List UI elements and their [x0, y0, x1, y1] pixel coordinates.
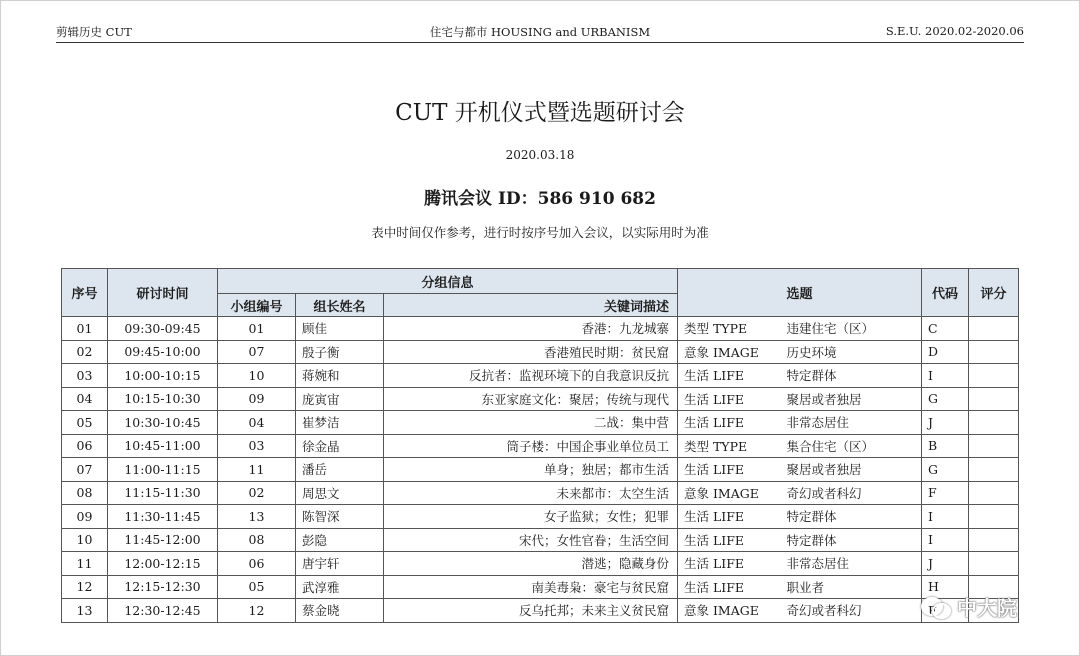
cell-topic-category: 意象 IMAGE	[678, 599, 777, 623]
cell-leader: 蔡金晓	[296, 599, 384, 623]
cell-seq: 12	[62, 575, 108, 599]
cell-seq: 04	[62, 387, 108, 411]
cell-group-no: 13	[218, 505, 296, 529]
table-row	[62, 411, 1019, 435]
cell-time: 10:45-11:00	[108, 434, 218, 458]
cell-time: 09:45-10:00	[108, 340, 218, 364]
cell-group-no: 02	[218, 481, 296, 505]
cell-code: F	[922, 481, 969, 505]
header-code: 代码	[922, 269, 969, 317]
cell-topic-category: 意象 IMAGE	[678, 481, 777, 505]
cell-topic-category: 生活 LIFE	[678, 387, 777, 411]
cell-group-no: 11	[218, 458, 296, 482]
cell-topic: 非常态居住	[777, 411, 922, 435]
table-row	[62, 505, 1019, 529]
cell-code: F	[922, 599, 969, 623]
cell-seq: 09	[62, 505, 108, 529]
cell-code: G	[922, 387, 969, 411]
cell-code: B	[922, 434, 969, 458]
cell-topic-category: 意象 IMAGE	[678, 340, 777, 364]
cell-score	[969, 340, 1019, 364]
cell-time: 11:15-11:30	[108, 481, 218, 505]
cell-group-no: 05	[218, 575, 296, 599]
cell-group-no: 08	[218, 528, 296, 552]
cell-keywords: 筒子楼：中国企事业单位员工	[384, 434, 678, 458]
cell-score	[969, 317, 1019, 341]
cell-code: H	[922, 575, 969, 599]
table-row	[62, 340, 1019, 364]
cell-topic: 非常态居住	[777, 552, 922, 576]
table-row	[62, 552, 1019, 576]
cell-seq: 11	[62, 552, 108, 576]
cell-group-no: 06	[218, 552, 296, 576]
header-left: 剪辑历史 CUT	[56, 25, 132, 39]
cell-seq: 05	[62, 411, 108, 435]
page-header	[56, 22, 1024, 43]
cell-time: 11:30-11:45	[108, 505, 218, 529]
cell-code: I	[922, 505, 969, 529]
cell-leader: 徐金晶	[296, 434, 384, 458]
cell-seq: 06	[62, 434, 108, 458]
cell-time: 10:30-10:45	[108, 411, 218, 435]
cell-topic-category: 生活 LIFE	[678, 528, 777, 552]
cell-time: 11:00-11:15	[108, 458, 218, 482]
cell-time: 12:00-12:15	[108, 552, 218, 576]
header-center: 住宅与都市 HOUSING and URBANISM	[429, 25, 651, 39]
cell-topic-category: 生活 LIFE	[678, 575, 777, 599]
cell-keywords: 反乌托邦；未来主义贫民窟	[384, 599, 678, 623]
cell-topic: 聚居或者独居	[777, 458, 922, 482]
cell-keywords: 南美毒枭：豪宅与贫民窟	[384, 575, 678, 599]
cell-leader: 潘岳	[296, 458, 384, 482]
schedule-rows	[62, 317, 1019, 623]
cell-leader: 蒋婉和	[296, 364, 384, 388]
cell-time: 11:45-12:00	[108, 528, 218, 552]
cell-code: D	[922, 340, 969, 364]
cell-score	[969, 411, 1019, 435]
cell-topic: 特定群体	[777, 364, 922, 388]
cell-topic: 聚居或者独居	[777, 387, 922, 411]
cell-topic: 职业者	[777, 575, 922, 599]
cell-keywords: 单身；独居；都市生活	[384, 458, 678, 482]
cell-seq: 13	[62, 599, 108, 623]
cell-topic: 历史环境	[777, 340, 922, 364]
cell-score	[969, 528, 1019, 552]
table-row	[62, 364, 1019, 388]
cell-leader: 殷子衡	[296, 340, 384, 364]
cell-score	[969, 481, 1019, 505]
table-row	[62, 481, 1019, 505]
cell-code: J	[922, 411, 969, 435]
cell-time: 12:30-12:45	[108, 599, 218, 623]
cell-time: 12:15-12:30	[108, 575, 218, 599]
cell-keywords: 未来都市：太空生活	[384, 481, 678, 505]
header-topic: 选题	[678, 269, 922, 317]
meeting-id: 腾讯会议 ID：586 910 682	[424, 189, 656, 209]
table-row	[62, 528, 1019, 552]
cell-topic: 特定群体	[777, 528, 922, 552]
document-date: 2020.03.18	[505, 148, 575, 162]
cell-seq: 07	[62, 458, 108, 482]
schedule-table	[61, 268, 1019, 623]
header-leader: 组长姓名	[296, 294, 384, 317]
cell-seq: 08	[62, 481, 108, 505]
cell-group-no: 04	[218, 411, 296, 435]
header-group-info: 分组信息	[218, 269, 678, 294]
cell-score	[969, 505, 1019, 529]
table-row	[62, 575, 1019, 599]
cell-code: I	[922, 528, 969, 552]
cell-group-no: 07	[218, 340, 296, 364]
table-row	[62, 599, 1019, 623]
cell-topic-category: 类型 TYPE	[678, 317, 777, 341]
cell-group-no: 03	[218, 434, 296, 458]
cell-leader: 崔梦洁	[296, 411, 384, 435]
cell-topic: 奇幻或者科幻	[777, 599, 922, 623]
cell-keywords: 香港：九龙城寨	[384, 317, 678, 341]
cell-time: 10:00-10:15	[108, 364, 218, 388]
header-score: 评分	[969, 269, 1019, 317]
table-row	[62, 317, 1019, 341]
cell-topic: 集合住宅（区）	[777, 434, 922, 458]
cell-keywords: 反抗者：监视环境下的自我意识反抗	[384, 364, 678, 388]
header-time: 研讨时间	[108, 269, 218, 317]
cell-score	[969, 552, 1019, 576]
cell-keywords: 潜逃；隐藏身份	[384, 552, 678, 576]
table-row	[62, 458, 1019, 482]
cell-leader: 周思文	[296, 481, 384, 505]
cell-leader: 武淳雅	[296, 575, 384, 599]
cell-code: J	[922, 552, 969, 576]
cell-code: G	[922, 458, 969, 482]
cell-topic-category: 生活 LIFE	[678, 505, 777, 529]
watermark-text: 中大院	[957, 596, 1017, 620]
cell-score	[969, 458, 1019, 482]
header-group-no: 小组编号	[218, 294, 296, 317]
cell-leader: 陈智深	[296, 505, 384, 529]
cell-group-no: 09	[218, 387, 296, 411]
header-right: S.E.U. 2020.02-2020.06	[885, 24, 1024, 38]
cell-seq: 01	[62, 317, 108, 341]
cell-keywords: 二战：集中营	[384, 411, 678, 435]
cell-group-no: 01	[218, 317, 296, 341]
cell-code: C	[922, 317, 969, 341]
cell-topic-category: 生活 LIFE	[678, 364, 777, 388]
cell-score	[969, 364, 1019, 388]
cell-leader: 庞寅宙	[296, 387, 384, 411]
cell-leader: 唐宇轩	[296, 552, 384, 576]
cell-leader: 顾佳	[296, 317, 384, 341]
wechat-icon	[921, 595, 951, 619]
watermark	[921, 592, 1017, 621]
cell-score	[969, 387, 1019, 411]
cell-keywords: 香港殖民时期：贫民窟	[384, 340, 678, 364]
cell-topic: 特定群体	[777, 505, 922, 529]
cell-topic: 奇幻或者科幻	[777, 481, 922, 505]
cell-time: 10:15-10:30	[108, 387, 218, 411]
document-title: CUT 开机仪式暨选题研讨会	[395, 100, 685, 126]
cell-keywords: 东亚家庭文化：聚居；传统与现代	[384, 387, 678, 411]
table-row	[62, 387, 1019, 411]
header-keywords: 关键词描述	[384, 294, 678, 317]
cell-seq: 10	[62, 528, 108, 552]
cell-topic-category: 生活 LIFE	[678, 552, 777, 576]
header-seq: 序号	[62, 269, 108, 317]
cell-group-no: 10	[218, 364, 296, 388]
cell-seq: 03	[62, 364, 108, 388]
cell-time: 09:30-09:45	[108, 317, 218, 341]
cell-topic-category: 类型 TYPE	[678, 434, 777, 458]
cell-group-no: 12	[218, 599, 296, 623]
cell-topic: 违建住宅（区）	[777, 317, 922, 341]
cell-score	[969, 434, 1019, 458]
cell-topic-category: 生活 LIFE	[678, 411, 777, 435]
cell-topic-category: 生活 LIFE	[678, 458, 777, 482]
cell-leader: 彭隐	[296, 528, 384, 552]
cell-keywords: 女子监狱；女性；犯罪	[384, 505, 678, 529]
schedule-note: 表中时间仅作参考，进行时按序号加入会议，以实际用时为准	[371, 225, 709, 240]
table-row	[62, 434, 1019, 458]
cell-code: I	[922, 364, 969, 388]
cell-seq: 02	[62, 340, 108, 364]
cell-keywords: 宋代；女性官眷；生活空间	[384, 528, 678, 552]
